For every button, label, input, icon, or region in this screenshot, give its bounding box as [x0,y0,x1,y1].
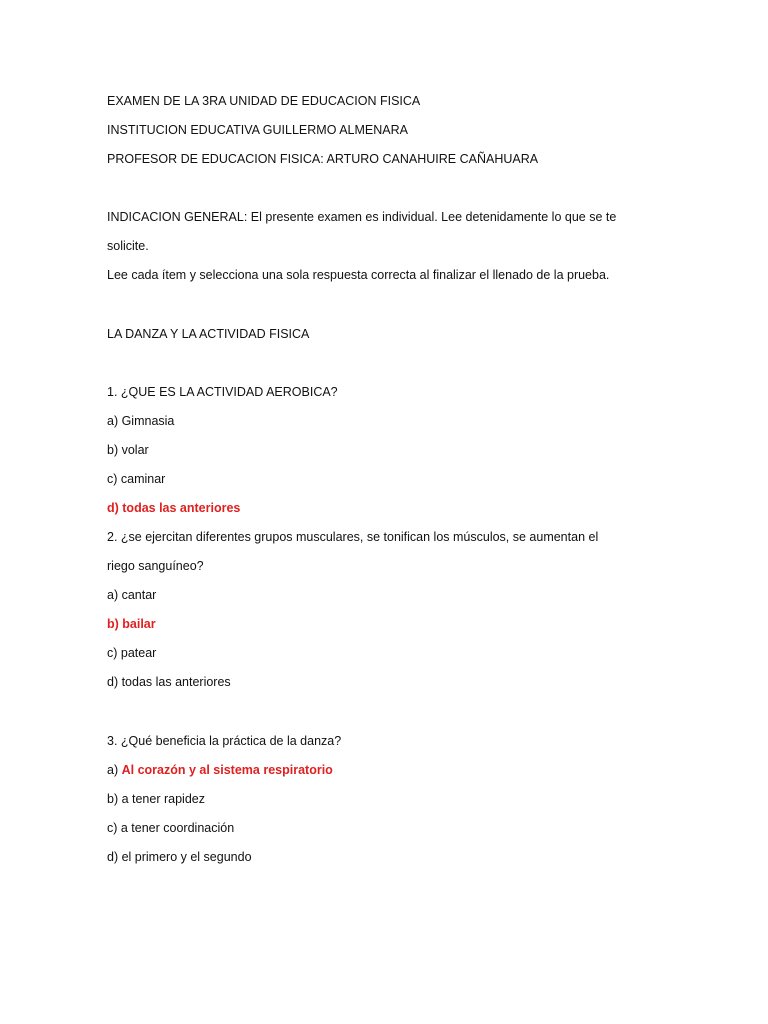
institution-name: INSTITUCION EDUCATIVA GUILLERMO ALMENARA [107,123,408,137]
q2-option-b-correct: b) bailar [107,617,156,631]
instruction-select-answer: Lee cada ítem y selecciona una sola respuesta correcta al finalizar el llenado de la prueba. [107,268,610,282]
question-1: 1. ¿QUE ES LA ACTIVIDAD AEROBICA? [107,385,338,399]
q3-option-c: c) a tener coordinación [107,821,235,835]
q1-option-b: b) volar [107,443,149,457]
q2-option-d: d) todas las anteriores [107,675,231,689]
general-instruction-cont: solicite. [107,239,149,253]
q3-option-a-prefix: a) [107,763,119,777]
teacher-name: PROFESOR DE EDUCACION FISICA: ARTURO CANAHUIRE CAÑAHUARA [107,152,539,166]
general-instruction: INDICACION GENERAL: El presente examen es individual. Lee detenidamente lo que se te [107,210,617,224]
q2-option-c: c) patear [107,646,157,660]
section-title: LA DANZA Y LA ACTIVIDAD FISICA [107,327,310,341]
q1-option-a: a) Gimnasia [107,414,175,428]
q1-option-c: c) caminar [107,472,166,486]
q3-option-d: d) el primero y el segundo [107,850,252,864]
q1-option-d-correct: d) todas las anteriores [107,501,241,515]
q3-option-a-correct [107,762,728,778]
question-2-cont: riego sanguíneo? [107,559,204,573]
q3-option-a-text: Al corazón y al sistema respiratorio [121,763,333,777]
question-2: 2. ¿se ejercitan diferentes grupos musculares, se tonifican los músculos, se aumentan el [107,530,599,544]
q3-option-b: b) a tener rapidez [107,792,205,806]
question-3: 3. ¿Qué beneficia la práctica de la danza? [107,734,342,748]
q2-option-a: a) cantar [107,588,157,602]
exam-title: EXAMEN DE LA 3RA UNIDAD DE EDUCACION FISICA [107,94,421,108]
